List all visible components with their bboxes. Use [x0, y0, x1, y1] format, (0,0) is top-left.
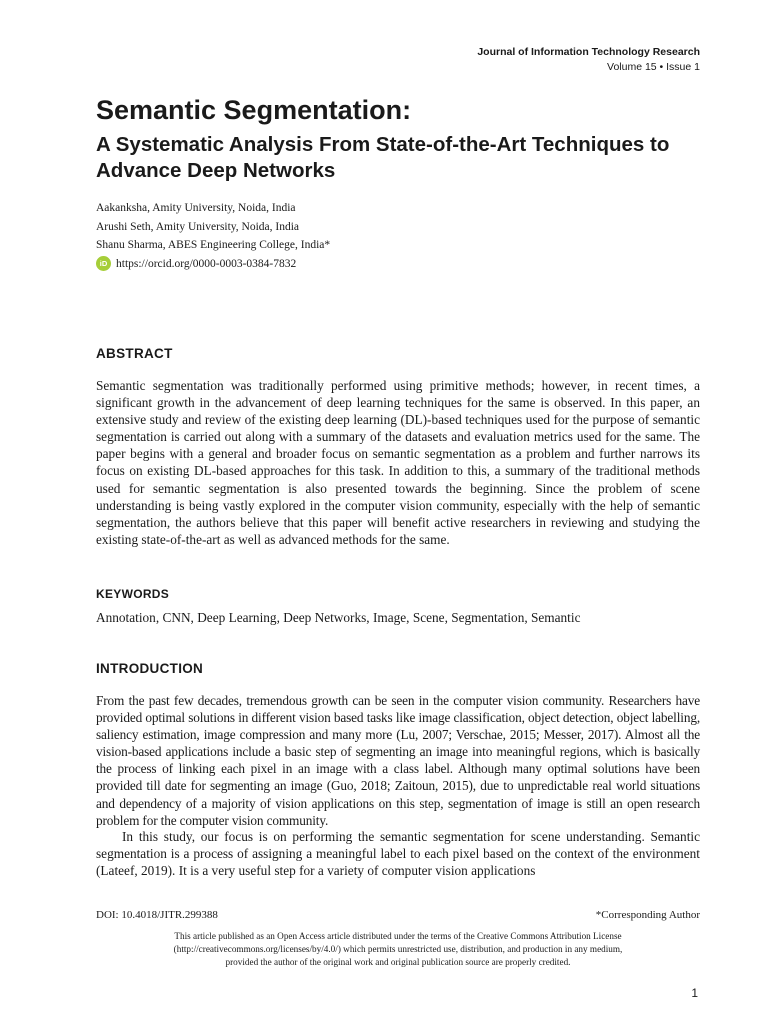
intro-paragraph: From the past few decades, tremendous growth can be seen in the computer vision community. Researchers have provided optimal solutions in different vision based tasks like image classification, object detection, object labelling, saliency estimation, image compression and many more (Lu, 2007; Verschae, 2015; Messer, 2017). Almost all the vision-based applications include a basic step of segmenting an image into meaningful regions, which is basically the process of linking each pixel in an image with a class label. Although many optimal solutions have been provided till date for segmenting an image (Guo, 2018; Zaitoun, 2015), due to unpredictable real world situations and dependency of a majority of vision applications on this step, segmentation of image is still an open research problem for the computer vision community. — [96, 693, 700, 828]
corresponding-author-note: *Corresponding Author — [595, 909, 700, 921]
license-note — [96, 930, 700, 969]
keywords-text: Annotation, CNN, Deep Learning, Deep Networks, Image, Scene, Segmentation, Semantic — [96, 610, 581, 625]
license-line: provided the author of the original work and original publication source are properly credited. — [225, 957, 571, 967]
introduction-heading: INTRODUCTION — [96, 661, 204, 676]
journal-issue: Volume 15 • Issue 1 — [607, 61, 700, 73]
author-item: Arushi Seth, Amity University, Noida, India — [96, 220, 300, 233]
orcid-icon: iD — [96, 256, 111, 271]
abstract-heading: ABSTRACT — [96, 346, 173, 361]
orcid-link[interactable]: https://orcid.org/0000-0003-0384-7832 — [116, 257, 297, 270]
page-number: 1 — [691, 986, 698, 1000]
author-list — [96, 199, 696, 273]
author-item: Shanu Sharma, ABES Engineering College, India* — [96, 239, 331, 251]
paper-subtitle: A Systematic Analysis From State-of-the-Art Techniques to Advance Deep Networks — [96, 133, 670, 182]
license-line: (http://creativecommons.org/licenses/by/4.0/) which permits unrestricted use, distribution, and production in any medium, — [173, 944, 623, 954]
journal-name: Journal of Information Technology Research — [477, 46, 700, 58]
paper-title: Semantic Segmentation: — [96, 95, 412, 125]
journal-header — [300, 45, 700, 75]
author-item: Aakanksha, Amity University, Noida, India — [96, 202, 296, 214]
abstract-text: Semantic segmentation was traditionally performed using primitive methods; however, in recent times, a significant growth in the advancement of deep learning techniques for the same is observed. In this paper, an extensive study and review of the existing deep learning (DL)-based techniques used for the purpose of semantic segmentation is carried out along with a summary of the datasets and evaluation metrics used for the same. The paper begins with a general and broader focus on semantic segmentation as a problem and further narrows its focus on existing DL-based approaches for this task. In addition to this, a summary of the traditional methods used for semantic segmentation is also presented towards the beginning. Since the problem of scene understanding is being vastly explored in the computer vision community, especially with the help of semantic segmentation, the authors believe that this paper will benefit active researchers in reviewing and studying the existing state-of-the-art as well as advanced methods for the same. — [96, 378, 700, 547]
keywords-heading: KEYWORDS — [96, 587, 170, 601]
doi-text: DOI: 10.4018/JITR.299388 — [96, 909, 218, 921]
license-line: This article published as an Open Access article distributed under the terms of the Creative Commons Attribution License — [174, 931, 622, 941]
orcid-line — [96, 255, 696, 274]
intro-paragraph: In this study, our focus is on performing the semantic segmentation for scene understanding. Semantic segmentation is a process of assigning a meaningful label to each pixel based on the context of the environment (Lateef, 2019). It is a very useful step for a variety of computer vision applications — [96, 829, 700, 879]
